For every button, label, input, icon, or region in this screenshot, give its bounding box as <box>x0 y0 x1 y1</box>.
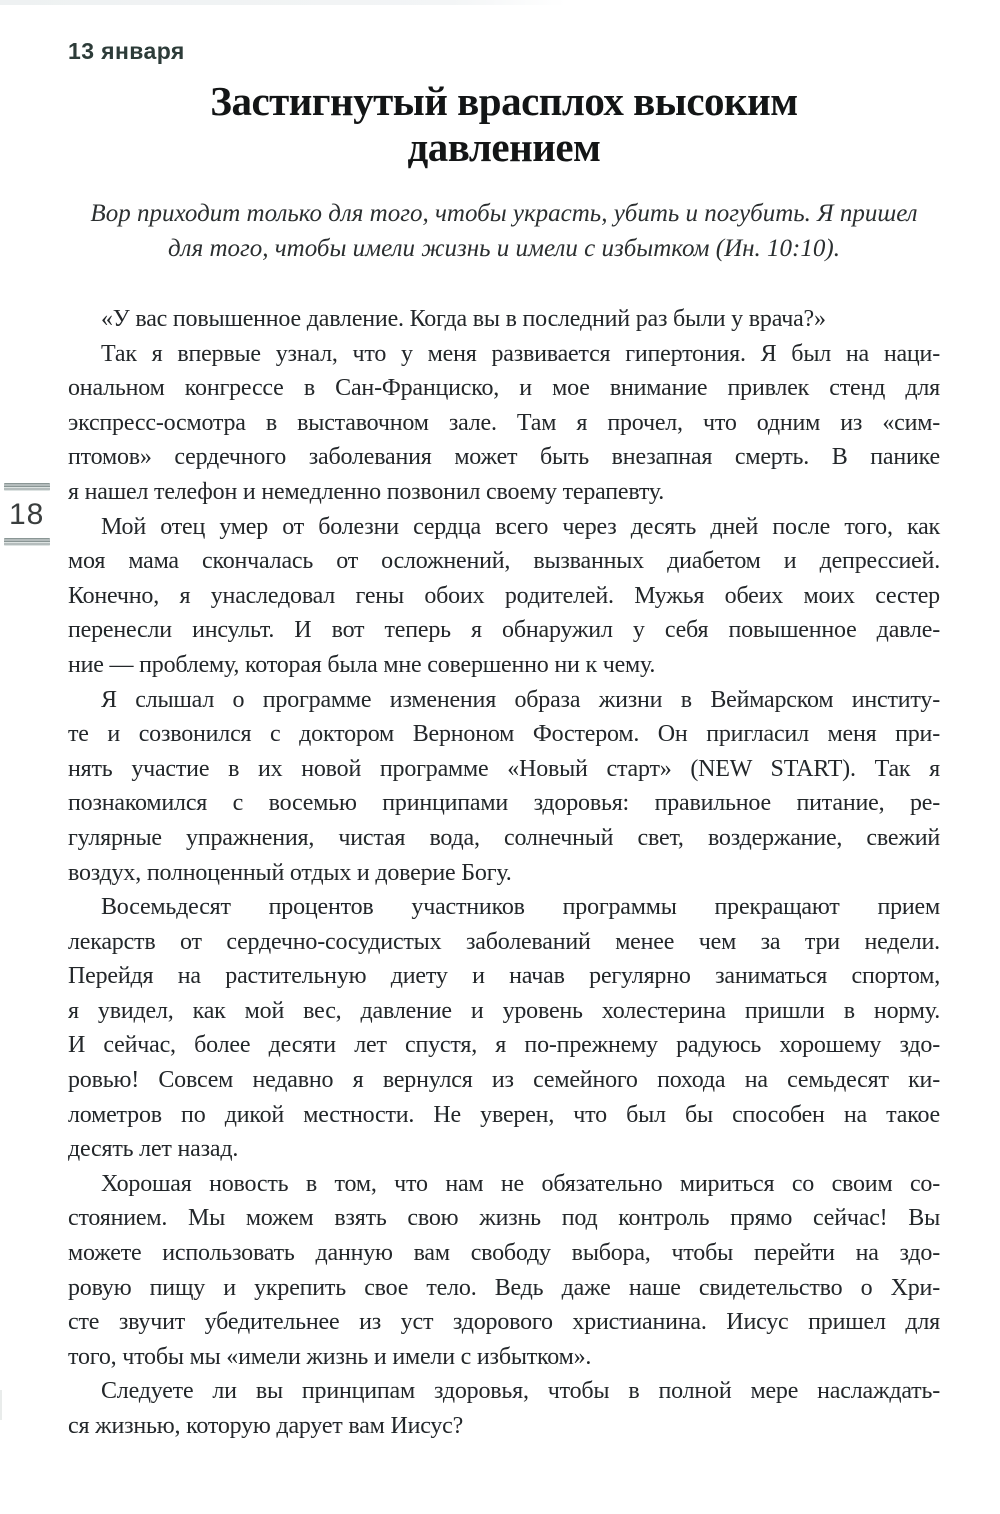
paragraph <box>68 510 940 683</box>
paragraph <box>68 1374 940 1443</box>
text-line: Следуете ли вы принципам здоровья, чтобы в полной мере наслаждать- <box>101 1378 940 1405</box>
text-line: экспресс-осмотра в выставочном зале. Там я прочел, что одним из «сим- <box>68 409 940 436</box>
text-line: Перейдя на растительную диету и начав регулярно заниматься спортом, <box>68 963 940 990</box>
text-line: Так я впервые узнал, что у меня развивается гипертония. Я был на наци- <box>101 340 940 367</box>
text-line: я нашел телефон и немедленно позвонил своему терапевту. <box>68 478 665 505</box>
text-line: можете использовать данную вам свободу выбора, чтобы перейти на здо- <box>68 1240 940 1267</box>
paragraph <box>68 1167 940 1375</box>
text-line: те и созвонился с доктором Верноном Фостером. Он пригласил меня при- <box>68 721 940 748</box>
margin-rule-top <box>4 483 50 491</box>
text-line: «У вас повышенное давление. Когда вы в последний раз были у врача?» <box>101 306 826 332</box>
text-line: воздух, полноценный отдых и доверие Богу. <box>68 859 512 886</box>
text-line: того, чтобы мы «имели жизнь и имели с избытком». <box>68 1343 592 1370</box>
text-line: ние — проблему, которая была мне совершенно ни к чему. <box>68 651 656 678</box>
title-line: давлением <box>407 124 601 170</box>
text-line: ональном конгрессе в Сан-Франциско, и мое внимание привлек стенд для <box>68 375 940 402</box>
text-line: Хорошая новость в том, что нам не обязательно мириться со своим со- <box>101 1170 940 1197</box>
text-line: стоянием. Мы можем взять свою жизнь под контроль прямо сейчас! Вы <box>68 1205 940 1232</box>
text-line: птомов» сердечного заболевания может быть внезапная смерть. В панике <box>68 444 940 471</box>
text-line: ся жизнью, которую дарует вам Иисус? <box>68 1413 464 1439</box>
text-line: Я слышал о программе изменения образа жизни в Веймарском институ- <box>101 686 940 713</box>
text-line: лометров по дикой местности. Не уверен, что был бы способен на такое <box>68 1101 940 1128</box>
text-line: Мой отец умер от болезни сердца всего через десять дней после того, как <box>101 513 940 540</box>
margin-rule-bottom <box>4 538 50 546</box>
text-line: я увидел, как мой вес, давление и уровень холестерина пришли в норму. <box>68 997 940 1024</box>
page-number-block <box>4 483 50 546</box>
date-header: 13 января <box>68 38 185 64</box>
title-line: Застигнутый врасплох высоким <box>210 78 798 124</box>
scan-artifact-top-bar <box>0 0 566 5</box>
paragraph <box>68 683 940 891</box>
text-line: нять участие в их новой программе «Новый старт» (NEW START). Так я <box>68 755 940 782</box>
paragraph <box>68 302 940 337</box>
body-text <box>68 302 940 1444</box>
text-line: Конечно, я унаследовал гены обоих родителей. Мужья обеих моих сестер <box>68 582 940 609</box>
text-line: познакомился с восемью принципами здоровья: правильное питание, ре- <box>68 790 940 817</box>
text-line: сте звучит убедительнее из уст здорового христианина. Иисус пришел для <box>68 1309 940 1336</box>
text-line: перенесли инсульт. И вот теперь я обнаружил у себя повышенное давле- <box>68 617 940 644</box>
text-line: моя мама скончалась от осложнений, вызванных диабетом и депрессией. <box>68 548 940 575</box>
text-line: Восемьдесят процентов участников программы прекращают прием <box>101 894 940 921</box>
epigraph <box>68 196 940 266</box>
text-line: И сейчас, более десяти лет спустя, я по-прежнему радуюсь хорошему здо- <box>68 1032 940 1059</box>
paragraph <box>68 890 940 1167</box>
scan-artifact-left-edge <box>0 1390 2 1420</box>
epigraph-line: Вор приходит только для того, чтобы украсть, убить и погубить. Я пришел <box>90 200 918 227</box>
page-number: 18 <box>9 498 45 531</box>
text-line: десять лет назад. <box>68 1136 239 1163</box>
page-title <box>68 78 940 170</box>
text-line: ровую пищу и укрепить свое тело. Ведь даже наше свидетельство о Хри- <box>68 1274 940 1301</box>
text-line: гулярные упражнения, чистая вода, солнечный свет, воздержание, свежий <box>68 824 940 851</box>
text-line: ровью! Совсем недавно я вернулся из семейного похода на семьдесят ки- <box>68 1067 940 1094</box>
epigraph-line: для того, чтобы имели жизнь и имели с избытком (Ин. 10:10). <box>168 235 840 262</box>
paragraph <box>68 337 940 510</box>
text-line: лекарств от сердечно-сосудистых заболеваний менее чем за три недели. <box>68 928 940 955</box>
